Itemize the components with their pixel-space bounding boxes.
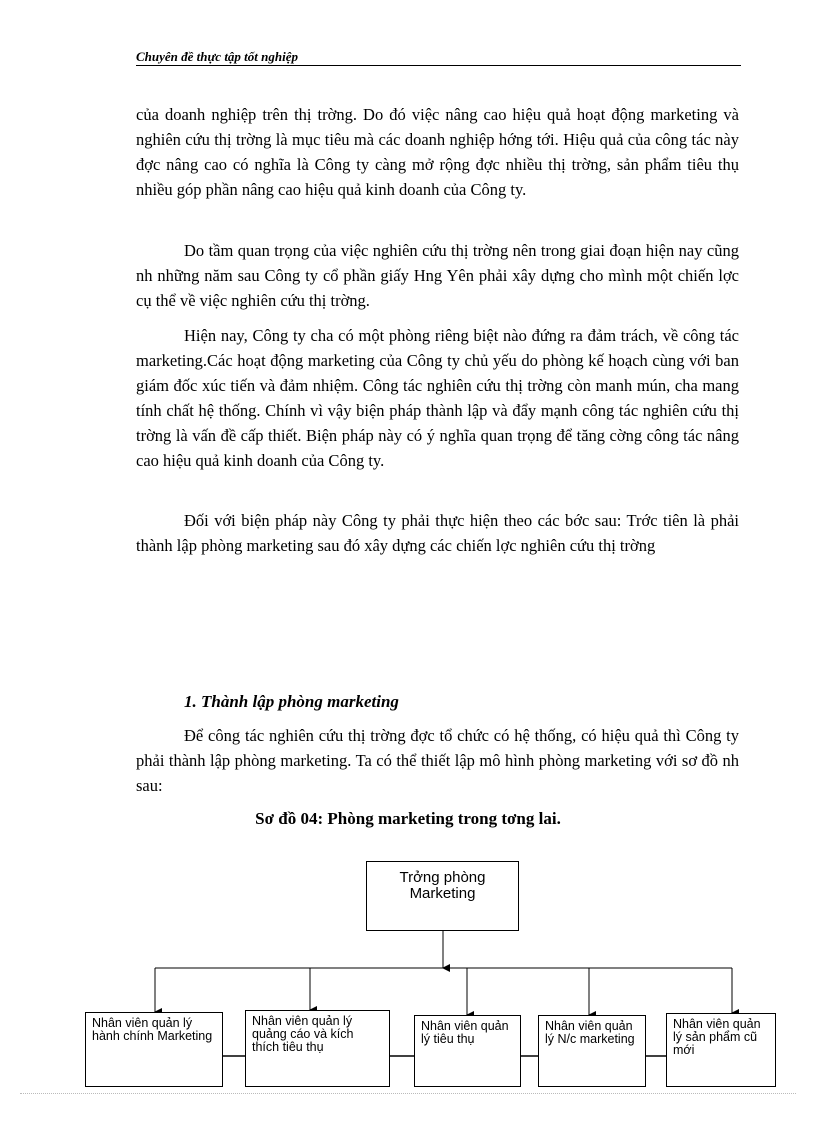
- box-product-staff: Nhân viên quản lý sản phẩm cũ mới: [666, 1013, 776, 1087]
- paragraph-1: của doanh nghiệp trên thị trờng. Do đó việc nâng cao hiệu quả hoạt động marketing và nghiên cứu thị trờng là mục tiêu mà các doanh nghiệp hớng tới. Hiệu quả của công tác này đợc nâng cao có nghĩa là Công ty càng mở rộng đợc nhiều thị trờng, sản phẩm tiêu thụ nhiều góp phần nâng cao hiệu quả kinh doanh của Công ty.: [136, 105, 739, 199]
- page-header: Chuyên đề thực tập tốt nghiệp: [136, 50, 741, 66]
- section-paragraph: Để công tác nghiên cứu thị trờng đợc tổ chức có hệ thống, có hiệu quả thì Công ty phải thành lập phòng marketing. Ta có thể thiết lập mô hình phòng marketing với sơ đồ nh sau:: [136, 726, 739, 795]
- box-admin-staff: Nhân viên quản lý hành chính Marketing: [85, 1012, 223, 1087]
- head-title-line2: Marketing: [409, 885, 476, 902]
- box-advertising-staff: Nhân viên quản lý quảng cáo và kích thích tiêu thụ: [245, 1010, 390, 1087]
- diagram-caption: Sơ đồ 04: Phòng marketing trong tơng lai.: [255, 809, 561, 828]
- paragraph-2: Do tầm quan trọng của việc nghiên cứu thị trờng nên trong giai đoạn hiện nay cũng nh những năm sau Công ty cổ phần giấy Hng Yên phải xây dựng cho mình một chiến lợc cụ thể về việc nghiên cứu thị trờng.: [136, 241, 739, 310]
- paragraph-4: Đối với biện pháp này Công ty phải thực hiện theo các bớc sau: Trớc tiên là phải thành lập phòng marketing sau đó xây dựng các chiến lợc nghiên cứu thị trờng: [136, 511, 739, 555]
- box-research-staff: Nhân viên quản lý N/c marketing: [538, 1015, 646, 1087]
- head-of-marketing-box: [366, 861, 519, 931]
- section-heading: 1. Thành lập phòng marketing: [184, 692, 399, 711]
- box-sales-staff: Nhân viên quản lý tiêu thụ: [414, 1015, 521, 1087]
- footer-divider: [20, 1093, 796, 1094]
- paragraph-3: Hiện nay, Công ty cha có một phòng riêng biệt nào đứng ra đảm trách, về công tác marketing.Các hoạt động marketing của Công ty chủ yếu do phòng kế hoạch cùng với ban giám đốc xúc tiến và đảm nhiệm. Công tác nghiên cứu thị trờng còn manh mún, cha mang tính chất hệ thống. Chính vì vậy biện pháp thành lập và đẩy mạnh công tác nghiên cứu thị trờng là vấn đề cấp thiết. Biện pháp này có ý nghĩa quan trọng để tăng cờng công tác nâng cao hiệu quả kinh doanh của Công ty.: [136, 326, 739, 470]
- head-title-line1: Trởng phòng: [399, 869, 486, 886]
